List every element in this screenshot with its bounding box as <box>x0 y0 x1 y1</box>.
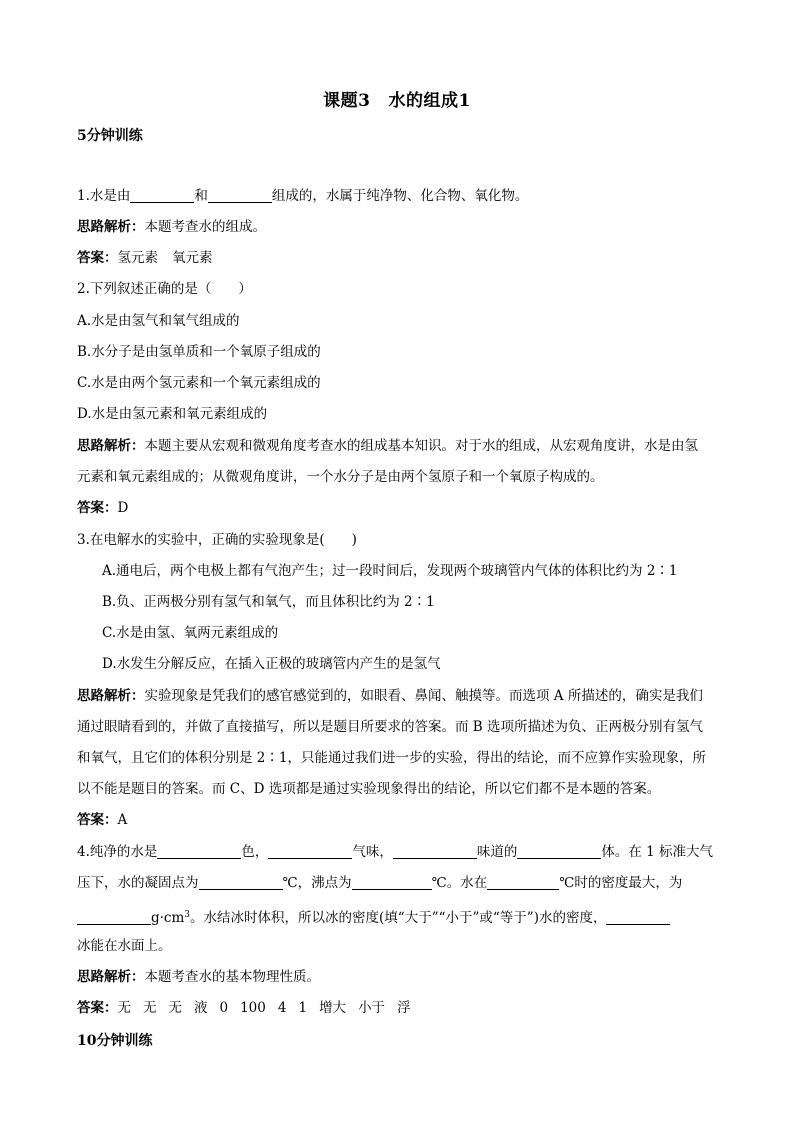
q4-blank-freezing[interactable] <box>199 875 283 890</box>
q4-blank-temp[interactable] <box>487 875 559 890</box>
q4-line-2: 压下，水的凝固点为 ℃，沸点为 ℃。水在 ℃时的密度最大，为 <box>77 875 683 891</box>
q4-line-4: 冰能在水面上。 <box>77 938 172 954</box>
title-lesson: 课题3 <box>323 91 371 111</box>
q2-option-a[interactable]: A.水是由氢气和氧气组成的 <box>77 313 240 329</box>
q3-analysis-4: 以不能是题目的答案。而 C、D 选项都是通过实验现象得出的结论，所以它们都不是本题的答案。 <box>77 781 661 797</box>
q4-analysis: 思路解析：本题考查水的基本物理性质。 <box>77 969 320 985</box>
section-5min: 5分钟训练 <box>77 128 143 144</box>
q2-analysis-2: 元素和氧元素组成的；从微观角度讲，一个水分子是由两个氢原子和一个氧原子构成的。 <box>77 469 604 485</box>
page-title <box>0 86 794 111</box>
q2-stem: 2.下列叙述正确的是（ ） <box>77 281 252 297</box>
q3-answer: 答案：A <box>77 812 128 828</box>
q2-option-c[interactable]: C.水是由两个氢元素和一个氧元素组成的 <box>77 375 321 391</box>
q3-analysis-2: 通过眼睛看到的，并做了直接描写，所以是题目所要求的答案。而 B 选项所描述为负、正两极分别有氢气 <box>77 719 704 735</box>
q4-line-3: $g\cdot cm^3$。水结冰时体积，所以冰的密度(填“大于”“小于”或“等于”)水的密度， <box>77 905 670 928</box>
q1-blank-1[interactable] <box>130 188 194 203</box>
q4-blank-color[interactable] <box>157 844 241 859</box>
section-10min: 10分钟训练 <box>77 1033 153 1049</box>
q2-answer: 答案：D <box>77 500 129 516</box>
q4-blank-taste[interactable] <box>393 844 477 859</box>
q2-option-d[interactable]: D.水是由氢元素和氧元素组成的 <box>77 406 268 422</box>
q1-answer: 答案：氢元素 氧元素 <box>77 250 213 266</box>
q3-option-d[interactable]: D.水发生分解反应，在插入正极的玻璃管内产生的是氢气 <box>102 656 441 672</box>
q4-blank-odor[interactable] <box>268 844 352 859</box>
q4-line-1: 4.纯净的水是 色， 气味， 味道的 体。在 1 标准大气 <box>77 844 714 860</box>
q1-stem: 1.水是由 和 组成的，水属于纯净物、化合物、氧化物。 <box>77 188 529 204</box>
q3-option-c[interactable]: C.水是由氢、氧两元素组成的 <box>102 625 279 641</box>
q3-stem: 3.在电解水的实验中，正确的实验现象是( ) <box>77 532 357 548</box>
q4-blank-density[interactable] <box>77 910 151 925</box>
q1-blank-2[interactable] <box>208 188 272 203</box>
q3-analysis-1: 思路解析：实验现象是凭我们的感官感觉到的，如眼看、鼻闻、触摸等。而选项 A 所描述的，确实是我们 <box>77 688 703 704</box>
q4-answer: 答案：无 无 无 液 0 100 4 1 增大 小于 浮 <box>77 1000 411 1016</box>
q2-option-b[interactable]: B.水分子是由氢单质和一个氧原子组成的 <box>77 344 321 360</box>
q4-blank-compare[interactable] <box>606 910 670 925</box>
q3-analysis-3: 和氧气，且它们的体积分别是 2∶1，只能通过我们进一步的实验，得出的结论，而不应算作实验现象，所 <box>77 750 706 766</box>
title-topic: 水的组成1 <box>388 91 471 111</box>
q1-analysis: 思路解析：本题考查水的组成。 <box>77 219 266 235</box>
q4-blank-state[interactable] <box>517 844 601 859</box>
q3-option-b[interactable]: B.负、正两极分别有氢气和氧气，而且体积比约为 2∶1 <box>102 594 435 610</box>
q3-option-a[interactable]: A.通电后，两个电极上都有气泡产生；过一段时间后，发现两个玻璃管内气体的体积比约为 2∶1 <box>102 563 678 579</box>
q2-analysis-1: 思路解析：本题主要从宏观和微观角度考查水的组成基本知识。对于水的组成，从宏观角度讲，水是由氢 <box>77 438 698 454</box>
q4-blank-boiling[interactable] <box>352 875 432 890</box>
